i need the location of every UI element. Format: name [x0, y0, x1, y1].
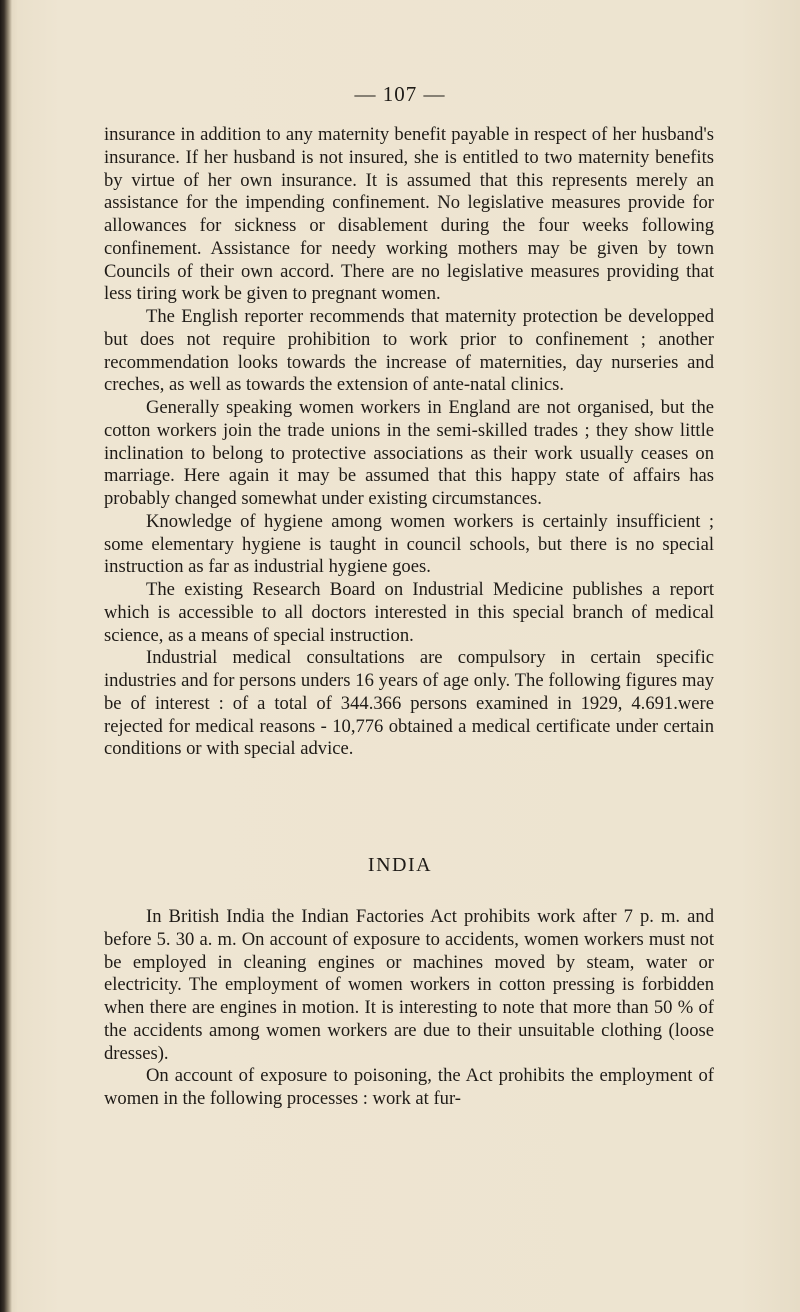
paragraph-women-workers-organisation: Generally speaking women workers in England are not organised, but the cotton workers join the trade unions in the semi-skilled trades ; they show little inclination to belong to protective associations as their work usually ceases on marriage. Here again it may be assumed that this happy state of affairs has probably changed somewhat under existing circumstances. — [104, 397, 714, 509]
india-text-block — [104, 906, 714, 1111]
paragraph-medical-consultations: Industrial medical consultations are compulsory in certain specific industries and for persons unders 16 years of age only. The following figures may be of interest : of a total of 344.366 persons examined in 1929, 4.691.were rejected for medical reasons - 10,776 obtained a medical certificate under certain conditions or with special advice. — [104, 647, 714, 760]
paragraph-english-reporter: The English reporter recommends that maternity protection be developped but does not require prohibition to work prior to confinement ; another recommendation looks towards the increase of maternities, day nurseries and creches, as well as towards the extension of ante-natal clinics. — [104, 306, 714, 396]
paragraph-hygiene-knowledge: Knowledge of hygiene among women workers is certainly insufficient ; some elementary hygiene is taught in council schools, but there is no special instruction as far as industrial hygiene goes. — [104, 510, 714, 578]
paragraph-research-board: The existing Research Board on Industrial Medicine publishes a report which is accessible to all doctors interested in this special branch of medical science, as a means of special instruction. — [104, 579, 714, 646]
paragraph-india-poisoning: On account of exposure to poisoning, the Act prohibits the employment of women in the following processes : work at fur- — [104, 1065, 714, 1109]
section-heading-india: INDIA — [367, 854, 433, 876]
page-number: — 107 — — [354, 82, 446, 106]
paragraph-india-factories-act: In British India the Indian Factories Act prohibits work after 7 p. m. and before 5. 30 a. m. On account of exposure to accidents, women workers must not be employed in cleaning engines or machines moved by steam, water or electricity. The employment of women workers in cotton pressing is forbidden when there are engines in motion. It is interesting to note that more than 50 % of the accidents among women workers are due to their unsuitable clothing (loose dresses). — [104, 906, 714, 1064]
page-binding-edge — [0, 0, 12, 1312]
paragraph-insurance-continuation: insurance in addition to any maternity benefit payable in respect of her husband's insurance. If her husband is not insured, she is entitled to two maternity benefits by virtue of her own insurance. It is assumed that this represents merely an assistance for the impending confinement. No legislative measures provide for allowances for sickness or disablement during the four weeks following confinement. Assistance for needy working mothers may be given by town Councils of their own accord. There are no legislative measures providing that less tiring work be given to pregnant women. — [104, 124, 714, 305]
main-text-block — [104, 124, 714, 761]
